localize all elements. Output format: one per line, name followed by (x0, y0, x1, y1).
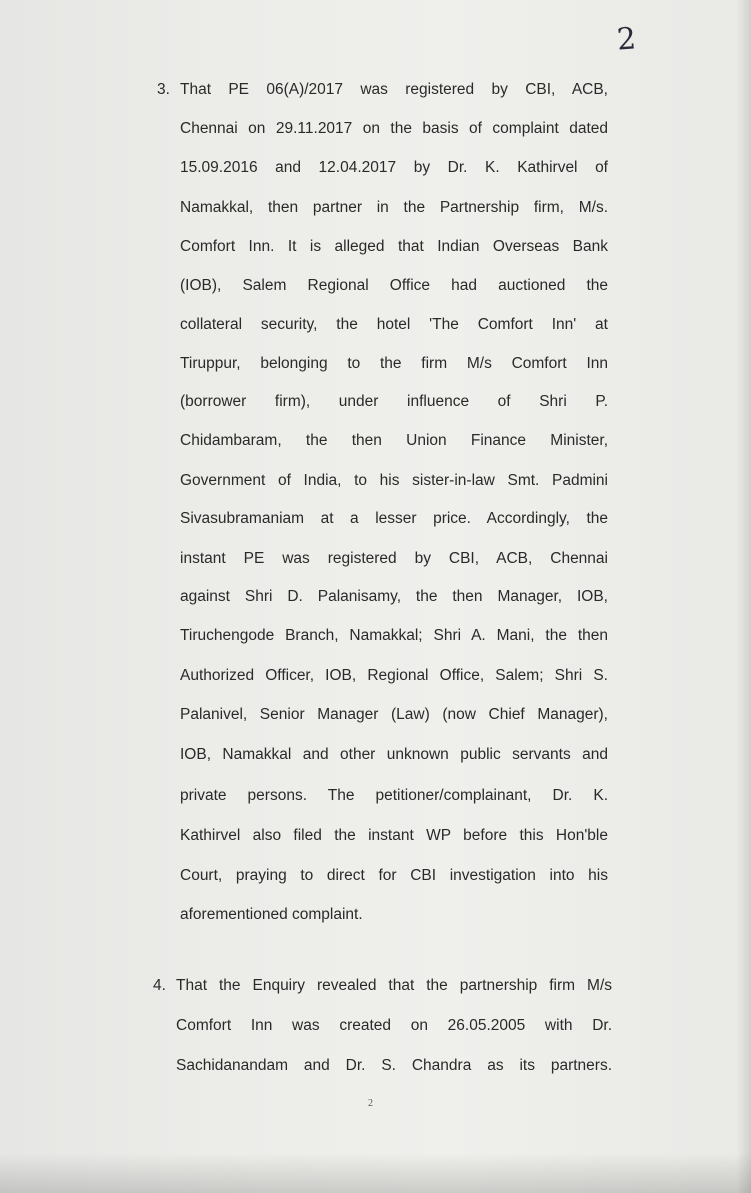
paragraph-3-line-9: (borrower firm), under influence of Shri P. (180, 393, 608, 410)
paragraph-3-line-18: IOB, Namakkal and other unknown public servants and (180, 746, 608, 763)
paragraph-3-line-15: Tiruchengode Branch, Namakkal; Shri A. Mani, the then (180, 627, 608, 644)
paragraph-3-line-12: Sivasubramaniam at a lesser price. Accordingly, the (180, 510, 608, 527)
page-edge-shadow (737, 0, 751, 1193)
paragraph-3-line-10: Chidambaram, the then Union Finance Minister, (180, 432, 608, 449)
paragraph-3-line-7: collateral security, the hotel 'The Comfort Inn' at (180, 316, 608, 333)
paragraph-4-line-3: Sachidanandam and Dr. S. Chandra as its partners. (176, 1057, 612, 1074)
paragraph-3-line-8: Tiruppur, belonging to the firm M/s Comfort Inn (180, 355, 608, 372)
paragraph-3-line-1: That PE 06(A)/2017 was registered by CBI, ACB, (180, 81, 608, 98)
paragraph-4-line-2: Comfort Inn was created on 26.05.2005 with Dr. (176, 1017, 612, 1034)
paragraph-3-line-6: (IOB), Salem Regional Office had auctioned the (180, 277, 608, 294)
paragraph-3-line-5: Comfort Inn. It is alleged that Indian Overseas Bank (180, 238, 608, 255)
paragraph-3-line-4: Namakkal, then partner in the Partnership firm, M/s. (180, 199, 608, 216)
paragraph-3-line-13: instant PE was registered by CBI, ACB, Chennai (180, 550, 608, 567)
paragraph-3-line-16: Authorized Officer, IOB, Regional Office, Salem; Shri S. (180, 667, 608, 684)
paragraph-3-line-22: aforementioned complaint. (180, 906, 363, 923)
paragraph-3-line-11: Government of India, to his sister-in-law Smt. Padmini (180, 472, 608, 489)
paragraph-3-line-21: Court, praying to direct for CBI investigation into his (180, 867, 608, 884)
handwritten-page-number: 2 (615, 21, 638, 58)
paragraph-3-line-2: Chennai on 29.11.2017 on the basis of complaint dated (180, 120, 608, 137)
paragraph-4-line-1: That the Enquiry revealed that the partnership firm M/s (176, 977, 612, 994)
paragraph-3-line-14: against Shri D. Palanisamy, the then Manager, IOB, (180, 588, 608, 605)
paragraph-3-line-17: Palanivel, Senior Manager (Law) (now Chief Manager), (180, 706, 608, 723)
footer-page-number: 2 (368, 1098, 373, 1109)
paragraph-3-line-19: private persons. The petitioner/complainant, Dr. K. (180, 787, 608, 804)
paragraph-3-line-3: 15.09.2016 and 12.04.2017 by Dr. K. Kathirvel of (180, 159, 608, 176)
page-bottom-shadow (0, 1153, 751, 1193)
paragraph-4-number: 4. (153, 977, 166, 994)
paragraph-3-number: 3. (157, 81, 170, 98)
paragraph-3-line-20: Kathirvel also filed the instant WP before this Hon'ble (180, 827, 608, 844)
